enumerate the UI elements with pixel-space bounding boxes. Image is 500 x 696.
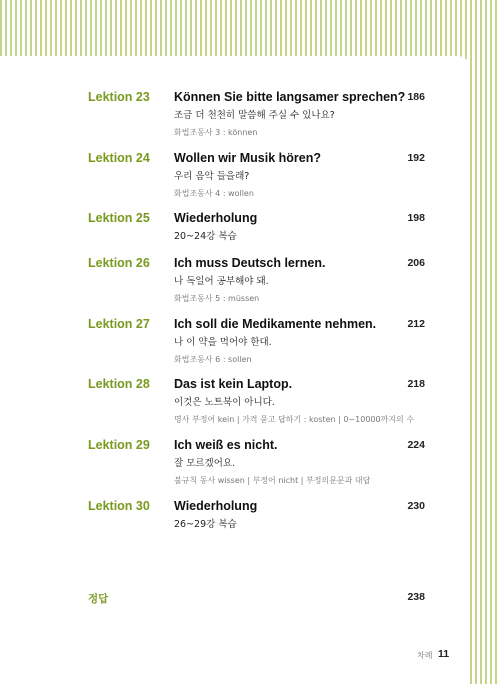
lesson-title: Ich muss Deutsch lernen. [174, 256, 326, 270]
lesson-title: Wiederholung [174, 211, 258, 225]
lesson-number: Lektion 27 [88, 317, 150, 331]
toc-entry-28[interactable] [0, 377, 470, 437]
toc-entry-24[interactable] [0, 151, 470, 211]
lesson-number: Lektion 23 [88, 90, 150, 104]
page-number: 218 [407, 378, 425, 390]
lesson-number: Lektion 28 [88, 377, 150, 391]
lesson-title: Das ist kein Laptop. [174, 377, 293, 391]
toc-entry-23[interactable] [0, 90, 470, 150]
lesson-korean-title: 잘 모르겠어요. [174, 458, 236, 469]
page-number: 198 [407, 212, 425, 224]
page-number: 206 [407, 257, 425, 269]
lesson-korean-title: 나 이 약을 먹어야 한대. [174, 337, 272, 348]
toc-entry-26[interactable] [0, 256, 470, 316]
page-number: 224 [407, 439, 425, 451]
lesson-topic: 명사 부정어 kein | 가격 묻고 답하기 : kosten | 0~10000까지의 수 [174, 415, 415, 424]
lesson-title: Wiederholung [174, 499, 258, 513]
lesson-title: Können Sie bitte langsamer sprechen? [174, 90, 406, 104]
lesson-title: Ich weiß es nicht. [174, 438, 278, 452]
lesson-korean-title: 이것은 노트북이 아니다. [174, 397, 275, 408]
page-number: 186 [407, 91, 425, 103]
lesson-topic: 불규칙 동사 wissen | 부정어 nicht | 부정의문문과 대답 [174, 476, 371, 485]
lesson-korean-title: 우리 음악 들을래? [174, 171, 250, 182]
lesson-topic: 화법조동사 3 : können [174, 128, 258, 137]
lesson-number: Lektion 29 [88, 438, 150, 452]
lesson-number: Lektion 30 [88, 499, 150, 513]
lesson-korean-title: 20~24강 복습 [174, 231, 237, 242]
lesson-title: Ich soll die Medikamente nehmen. [174, 317, 377, 331]
lesson-topic: 화법조동사 5 : müssen [174, 294, 260, 303]
answers-label[interactable]: 정답 [88, 593, 109, 605]
toc-entry-27[interactable] [0, 317, 470, 377]
lesson-number: Lektion 24 [88, 151, 150, 165]
page-number: 230 [407, 500, 425, 512]
footer-page-number: 11 [438, 648, 450, 660]
lesson-number: Lektion 26 [88, 256, 150, 270]
footer-section-label: 차례 [417, 651, 433, 660]
lesson-topic: 화법조동사 4 : wollen [174, 189, 254, 198]
toc-entry-30[interactable] [0, 499, 470, 559]
lesson-korean-title: 26~29강 복습 [174, 519, 237, 530]
lesson-title: Wollen wir Musik hören? [174, 151, 322, 165]
lesson-number: Lektion 25 [88, 211, 150, 225]
lesson-korean-title: 조금 더 천천히 말씀해 주실 수 있나요? [174, 110, 335, 121]
page-number: 212 [407, 318, 425, 330]
toc-entry-29[interactable] [0, 438, 470, 498]
lesson-topic: 화법조동사 6 : sollen [174, 355, 252, 364]
lesson-korean-title: 나 독일어 공부해야 돼. [174, 276, 269, 287]
page-number: 192 [407, 152, 425, 164]
answers-page-number: 238 [407, 591, 425, 603]
